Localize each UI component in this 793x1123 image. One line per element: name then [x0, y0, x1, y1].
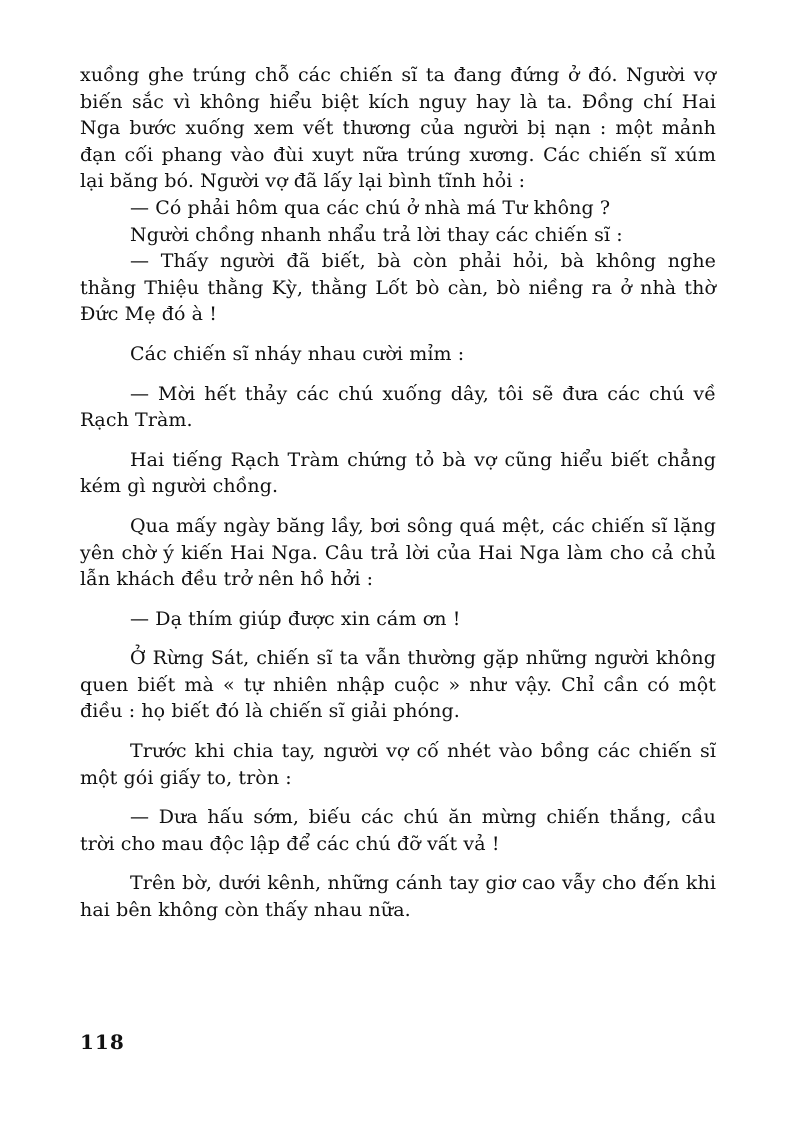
page-number: 118	[80, 1030, 125, 1054]
dialogue-line-husband: — Thấy người đã biết, bà còn phải hỏi, bà không nghe thằng Thiệu thằng Kỳ, thằng Lốt bò càn, bò niềng ra ở nhà thờ Đức Mẹ đó à !	[80, 250, 716, 326]
dialogue-line-wife-question: — Có phải hôm qua các chú ở nhà má Tư không ?	[130, 196, 611, 219]
paragraph-continuation: xuồng ghe trúng chỗ các chiến sĩ ta đang đứng ở đó. Người vợ biến sắc vì không hiểu biệt kích nguy hay là ta. Đồng chí Hai Nga bước xuống xem vết thương của người bị nạn : một mảnh đạn cối phang vào đùi xuyt nữa trúng xương. Các chiến sĩ xúm lại băng bó. Người vợ đã lấy lại bình tĩnh hỏi :	[80, 64, 716, 193]
paragraph-waiting-hai-nga: Qua mấy ngày băng lầy, bơi sông quá mệt, các chiến sĩ lặng yên chờ ý kiến Hai Nga. Câu trả lời của Hai Nga làm cho cả chủ lẫn khách đều trở nên hồ hởi :	[80, 514, 716, 591]
paragraph-rach-tram: Hai tiếng Rạch Tràm chứng tỏ bà vợ cũng hiểu biết chẳng kém gì người chồng.	[80, 448, 716, 498]
paragraph-parting-gift: Trước khi chia tay, người vợ cố nhét vào bồng các chiến sĩ một gói giấy to, tròn :	[80, 740, 716, 789]
dialogue-line-watermelon: — Dưa hấu sớm, biếu các chú ăn mừng chiến thắng, cầu trời cho mau độc lập để các chú đỡ vất vả !	[80, 806, 716, 855]
paragraph-rung-sat: Ở Rừng Sát, chiến sĩ ta vẫn thường gặp những người không quen biết mà « tự nhiên nhập cuộc » như vậy. Chỉ cần có một điều : họ biết đó là chiến sĩ giải phóng.	[80, 647, 716, 723]
dialogue-line-thanks: — Dạ thím giúp được xin cám ơn !	[130, 607, 461, 630]
paragraph-soldiers-smile: Các chiến sĩ nháy nhau cười mỉm :	[130, 342, 465, 365]
book-page-text	[80, 62, 716, 937]
paragraph-husband-answers: Người chồng nhanh nhẩu trả lời thay các chiến sĩ :	[130, 223, 623, 246]
dialogue-line-invitation: — Mời hết thảy các chú xuống dây, tôi sẽ đưa các chú về Rạch Tràm.	[80, 382, 716, 432]
paragraph-farewell: Trên bờ, dưới kênh, những cánh tay giơ cao vẫy cho đến khi hai bên không còn thấy nhau nữa.	[80, 872, 716, 922]
